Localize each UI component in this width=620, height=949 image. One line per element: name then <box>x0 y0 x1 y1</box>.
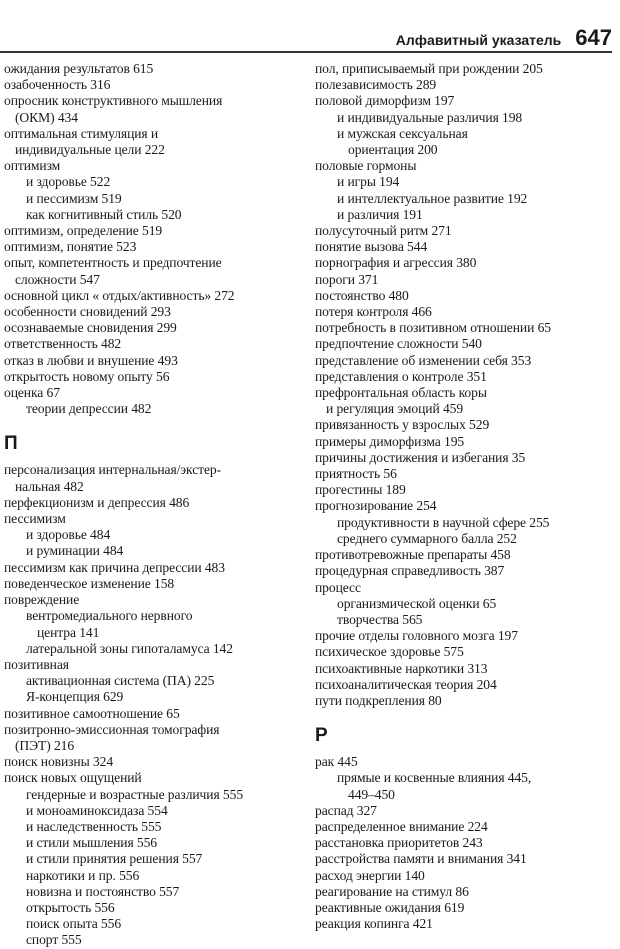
index-group <box>315 754 615 932</box>
index-entry: озабоченность 316 <box>4 77 111 93</box>
index-entry: среднего суммарного балла 252 <box>337 530 517 546</box>
index-entry: ответственность 482 <box>4 336 122 352</box>
index-entry: центра 141 <box>37 624 100 640</box>
index-entry: поведенческое изменение 158 <box>4 575 175 591</box>
index-entry: и здоровье 522 <box>26 174 111 190</box>
index-entry: персонализация интернальная/экстер- <box>4 462 222 478</box>
index-entry: полусуточный ритм 271 <box>315 223 452 239</box>
index-entry: и здоровье 484 <box>26 527 111 543</box>
running-title: Алфавитный указатель <box>395 32 562 48</box>
index-entry: осознаваемые сновидения 299 <box>4 320 177 336</box>
index-entry: спорт 555 <box>26 932 82 948</box>
index-entry: пороги 371 <box>315 271 379 287</box>
index-entry: повреждение <box>4 592 80 608</box>
index-entry: и руминации 484 <box>26 543 124 559</box>
index-entry: реагирование на стимул 86 <box>315 883 469 899</box>
index-entry: понятие вызова 544 <box>315 239 428 255</box>
index-entry: поиск новых ощущений <box>4 770 142 786</box>
index-entry: пессимизм <box>4 511 66 527</box>
index-entry: расстройства памяти и внимания 341 <box>315 851 527 867</box>
index-entry: позитивное самоотношение 65 <box>4 705 180 721</box>
index-entry: приятность 56 <box>315 466 397 482</box>
index-entry: творчества 565 <box>337 611 423 627</box>
index-entry: прямые и косвенные влияния 445, <box>337 770 532 786</box>
index-entry: и наследственность 555 <box>26 818 162 834</box>
index-entry: пути подкрепления 80 <box>315 692 442 708</box>
index-entry: порнография и агрессия 380 <box>315 255 477 271</box>
index-entry: префронтальная область коры <box>315 385 487 401</box>
index-entry: постоянство 480 <box>315 287 409 303</box>
index-entry: (ПЭТ) 216 <box>15 737 75 753</box>
index-entry: распределенное внимание 224 <box>315 818 488 834</box>
index-entry: предпочтение сложности 540 <box>315 336 482 352</box>
index-entry: наркотики и пр. 556 <box>26 867 140 883</box>
section-letter: П <box>4 433 18 455</box>
index-entry: Я-концепция 629 <box>26 689 124 705</box>
index-entry: оценка 67 <box>4 385 60 401</box>
index-entry: активационная система (ПА) 225 <box>26 673 215 689</box>
index-entry: оптимизм, понятие 523 <box>4 239 137 255</box>
index-entry: нальная 482 <box>15 478 84 494</box>
index-entry: реакция копинга 421 <box>315 916 433 932</box>
index-entry: распад 327 <box>315 802 377 818</box>
left-column <box>4 61 304 949</box>
index-entry: потребность в позитивном отношении 65 <box>315 320 551 336</box>
index-entry: индивидуальные цели 222 <box>15 142 165 158</box>
section-letter: Р <box>315 725 328 747</box>
index-entry: психоаналитическая теория 204 <box>315 676 497 692</box>
index-entry: и различия 191 <box>337 206 423 222</box>
index-group <box>4 61 304 417</box>
index-entry: поиск новизны 324 <box>4 754 114 770</box>
index-entry: особенности сновидений 293 <box>4 304 171 320</box>
index-entry: теории депрессии 482 <box>26 401 152 417</box>
page-number: 647 <box>575 25 612 50</box>
index-entry: расход энергии 140 <box>315 867 425 883</box>
index-entry: организмической оценки 65 <box>337 595 497 611</box>
index-entry: поиск опыта 556 <box>26 916 122 932</box>
index-entry: реактивные ожидания 619 <box>315 899 465 915</box>
index-entry: позитивная <box>4 656 69 672</box>
index-entry: половые гормоны <box>315 158 417 174</box>
index-entry: и игры 194 <box>337 174 400 190</box>
index-entry: и стили принятия решения 557 <box>26 851 203 867</box>
index-entry: как когнитивный стиль 520 <box>26 206 182 222</box>
index-entry: открытость новому опыту 56 <box>4 368 170 384</box>
page-header <box>0 10 612 50</box>
index-group <box>315 61 615 709</box>
index-entry: позитронно-эмиссионная томография <box>4 721 220 737</box>
index-entry: опросник конструктивного мышления <box>4 93 223 109</box>
index-entry: пол, приписываемый при рождении 205 <box>315 61 543 76</box>
index-entry: процедурная справедливость 387 <box>315 563 505 579</box>
index-entry: и пессимизм 519 <box>26 190 122 206</box>
index-entry: основной цикл « отдых/активность» 272 <box>4 287 235 303</box>
index-entry: прочие отделы головного мозга 197 <box>315 628 518 644</box>
index-entry: сложности 547 <box>15 271 100 287</box>
index-entry: отказ в любви и внушение 493 <box>4 352 178 368</box>
index-entry: прогестины 189 <box>315 482 406 498</box>
index-entry: оптимизм <box>4 158 61 174</box>
index-entry: вентромедиального нервного <box>26 608 193 624</box>
index-entry: пессимизм как причина депрессии 483 <box>4 559 225 575</box>
index-entry: расстановка приоритетов 243 <box>315 835 483 851</box>
index-entry: психическое здоровье 575 <box>315 644 464 660</box>
index-entry: латеральной зоны гипоталамуса 142 <box>26 640 233 656</box>
index-entry: и индивидуальные различия 198 <box>337 109 523 125</box>
index-entry: и стили мышления 556 <box>26 835 157 851</box>
index-entry: прогнозирование 254 <box>315 498 437 514</box>
index-entry: процесс <box>315 579 361 595</box>
right-column <box>315 61 615 932</box>
header-rule <box>0 51 612 53</box>
index-entry: перфекционизм и депрессия 486 <box>4 494 190 510</box>
index-entry: и регуляция эмоций 459 <box>326 401 464 417</box>
index-entry: гендерные и возрастные различия 555 <box>26 786 244 802</box>
index-entry: открытость 556 <box>26 899 115 915</box>
index-entry: психоактивные наркотики 313 <box>315 660 488 676</box>
index-entry: примеры диморфизма 195 <box>315 433 465 449</box>
index-entry: и интеллектуальное развитие 192 <box>337 190 528 206</box>
index-entry: половой диморфизм 197 <box>315 93 455 109</box>
index-entry: продуктивности в научной сфере 255 <box>337 514 550 530</box>
index-entry: и мужская сексуальная <box>337 125 468 141</box>
index-entry: (ОКМ) 434 <box>15 109 78 125</box>
index-entry: оптимизм, определение 519 <box>4 223 163 239</box>
index-entry: противотревожные препараты 458 <box>315 547 511 563</box>
index-entry: рак 445 <box>315 754 358 770</box>
index-entry: ожидания результатов 615 <box>4 61 154 76</box>
index-entry: причины достижения и избегания 35 <box>315 449 526 465</box>
index-entry: опыт, компетентность и предпочтение <box>4 255 222 271</box>
index-group <box>4 462 304 948</box>
index-entry: представление об изменении себя 353 <box>315 352 532 368</box>
index-entry: привязанность у взрослых 529 <box>315 417 490 433</box>
index-entry: оптимальная стимуляция и <box>4 125 159 141</box>
index-entry: представления о контроле 351 <box>315 368 487 384</box>
index-entry: 449–450 <box>348 786 395 802</box>
index-entry: новизна и постоянство 557 <box>26 883 180 899</box>
index-entry: и моноаминоксидаза 554 <box>26 802 168 818</box>
index-entry: ориентация 200 <box>348 142 438 158</box>
index-entry: потеря контроля 466 <box>315 304 432 320</box>
index-entry: полезависимость 289 <box>315 77 437 93</box>
